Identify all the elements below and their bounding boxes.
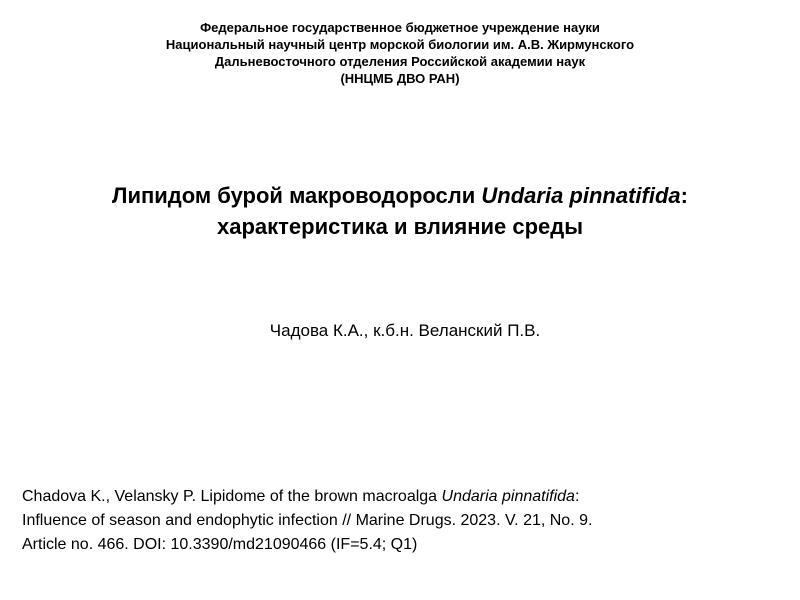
- title-line-2: характеристика и влияние среды: [216, 214, 584, 239]
- citation-species-name: Undaria pinnatifida: [441, 488, 575, 505]
- title-line-1: [20, 180, 780, 211]
- citation-prefix: Chadova K., Velansky P. Lipidome of the brown macroalga: [22, 488, 442, 505]
- organization-abbreviation: (ННЦМБ ДВО РАН): [340, 71, 460, 86]
- title-colon: :: [680, 183, 688, 208]
- organization-line-1: Федеральное государственное бюджетное учреждение науки: [200, 20, 600, 35]
- organization-line-2: Национальный научный центр морской биологии им. А.В. Жирмунского: [165, 37, 635, 52]
- citation-line-2: Influence of season and endophytic infection // Marine Drugs. 2023. V. 21, No. 9.: [22, 512, 593, 529]
- organization-header: [0, 19, 800, 87]
- citation-line-3: Article no. 466. DOI: 10.3390/md21090466 (IF=5.4; Q1): [22, 536, 418, 553]
- citation: [22, 485, 792, 557]
- authors: Чадова К.А., к.б.н. Веланский П.В.: [269, 321, 541, 340]
- title-species-name: Undaria pinnatifida: [481, 183, 681, 208]
- title-prefix: Липидом бурой макроводоросли: [112, 183, 482, 208]
- citation-line-1: [22, 485, 792, 509]
- citation-colon: :: [574, 488, 580, 505]
- page-title: [20, 180, 780, 242]
- organization-line-3: Дальневосточного отделения Российской академии наук: [214, 54, 586, 69]
